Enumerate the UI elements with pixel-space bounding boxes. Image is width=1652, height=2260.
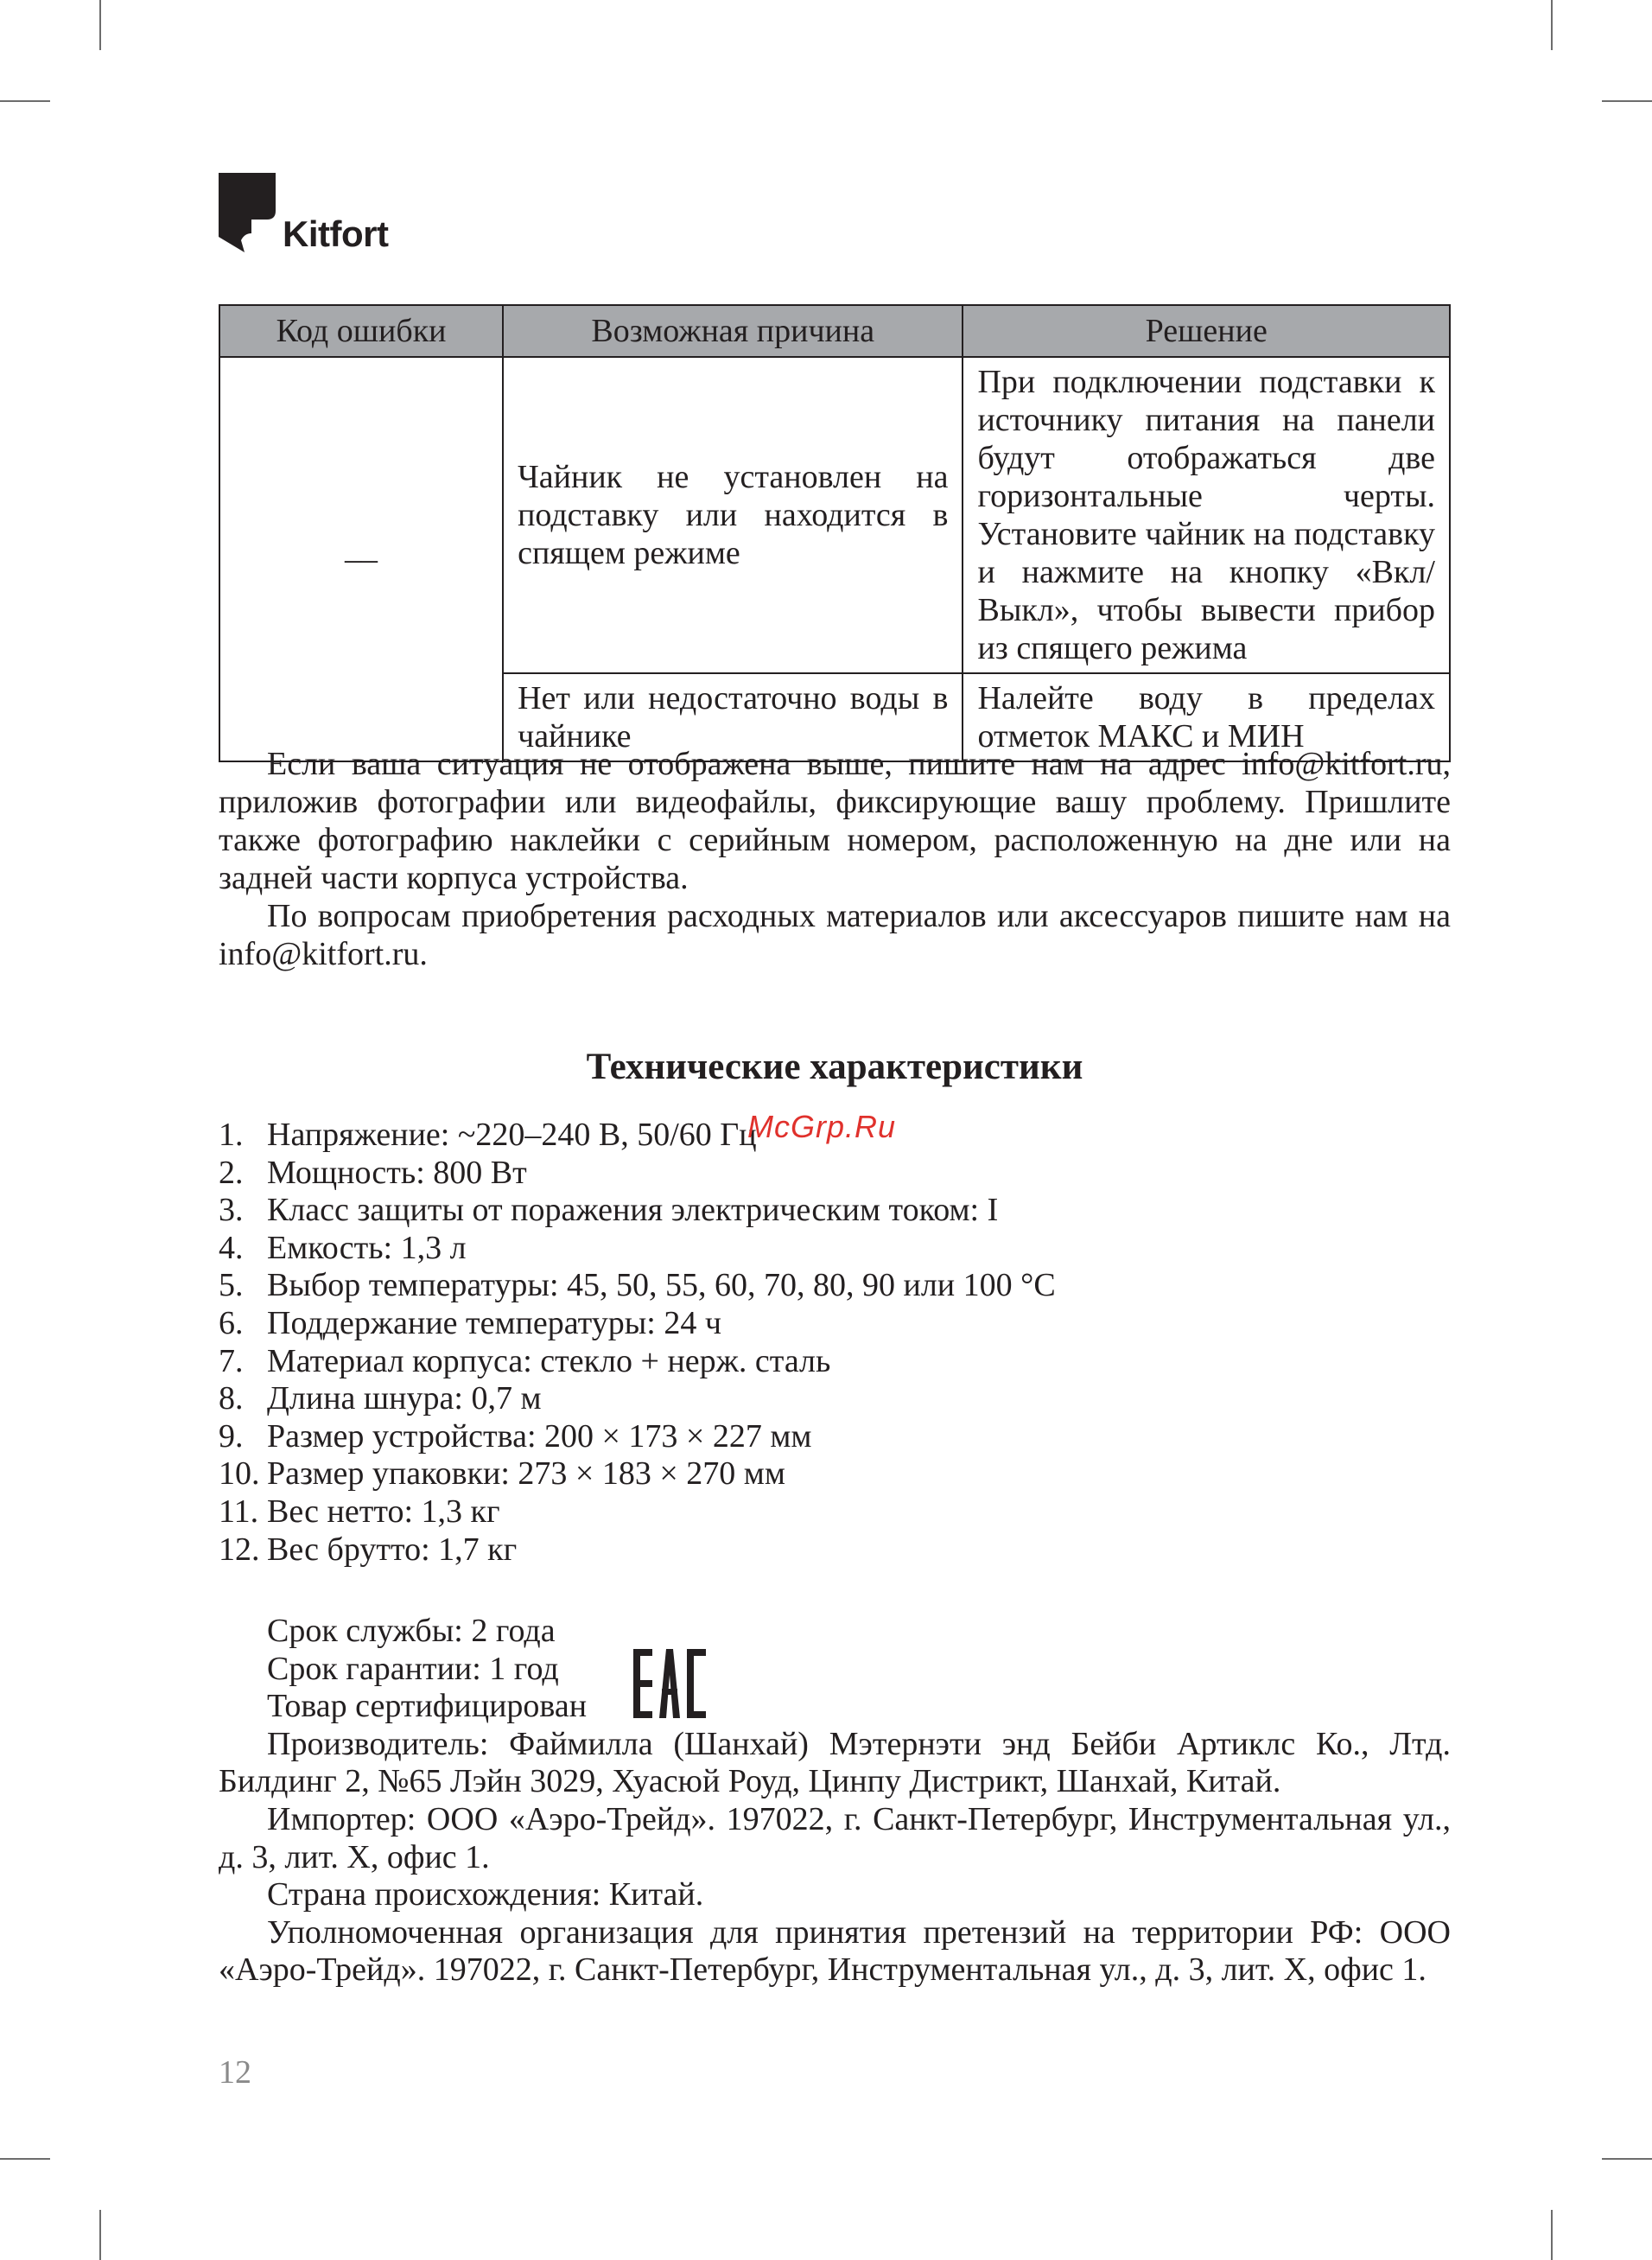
page-number: 12 [219, 2054, 251, 2091]
spec-list [219, 1117, 1451, 1569]
solution-cell: Налейте воду в пределах отметок МАКС и МИН [963, 673, 1450, 761]
importer-info: Импортер: ООО «Аэро-Трейд». 197022, г. Санкт-Петербург, Инструментальная ул., д. 3, лит. Х, офис 1. [219, 1800, 1451, 1875]
list-item: 4. Емкость: 1,3 л [219, 1229, 467, 1266]
country-of-origin: Страна происхождения: Китай. [267, 1876, 704, 1913]
header-solution: Решение [963, 305, 1450, 357]
crop-mark [1602, 100, 1652, 102]
paragraph: По вопросам приобретения расходных материалов или аксессуаров пишите нам на info@kitfort.ru. [219, 898, 1451, 972]
list-item: 1. Напряжение: ~220–240 В, 50/60 Гц [219, 1117, 757, 1153]
service-info [219, 1613, 1451, 1989]
crop-mark [1551, 2210, 1553, 2260]
list-item: 11. Вес нетто: 1,3 кг [219, 1493, 500, 1530]
certification-note: Товар сертифицирован [267, 1688, 588, 1725]
list-item: 7. Материал корпуса: стекло + нерж. сталь [219, 1342, 831, 1379]
paragraph: Если ваша ситуация не отображена выше, пишите нам на адрес info@kitfort.ru, приложив фотографии или видеофайлы, фиксирующие вашу проблему. Пришлите также фотографию наклейки с серийным номером, расположенную на дне или на задней части корпуса устройства. [219, 746, 1451, 896]
brand-logo [219, 173, 388, 254]
warranty-period: Срок гарантии: 1 год [267, 1650, 559, 1687]
list-item: 8. Длина шнура: 0,7 м [219, 1380, 542, 1417]
table-row [219, 357, 1450, 673]
list-item: 6. Поддержание температуры: 24 ч [219, 1304, 721, 1341]
list-item: 12. Вес брутто: 1,7 кг [219, 1531, 518, 1568]
list-item: 9. Размер устройства: 200 × 173 × 227 мм [219, 1417, 812, 1455]
section-title: Технические характеристики [586, 1047, 1083, 1087]
cause-cell: Чайник не установлен на подставку или находится в спящем режиме [503, 357, 963, 673]
header-cause: Возможная причина [503, 305, 963, 357]
brand-name: Kitfort [283, 213, 389, 254]
list-item: 2. Мощность: 800 Вт [219, 1154, 527, 1191]
error-code-cell: –– [219, 357, 503, 761]
cause-cell: Нет или недостаточно воды в чайнике [503, 673, 963, 761]
manufacturer-info: Производитель: Файмилла (Шанхай) Мэтернэти энд Бейби Артиклс Ко., Лтд. Билдинг 2, №65 Лэйн 3029, Хуасюй Роуд, Цинпу Дистрикт, Шанхай, Китай. [219, 1725, 1451, 1800]
crop-mark [0, 100, 50, 102]
list-item: 3. Класс защиты от поражения электрическим током: I [219, 1192, 999, 1229]
crop-mark [1551, 0, 1553, 50]
list-item: 5. Выбор температуры: 45, 50, 55, 60, 70, 80, 90 или 100 °С [219, 1267, 1056, 1304]
service-life: Срок службы: 2 года [267, 1613, 556, 1649]
crop-mark [99, 0, 101, 50]
table-header-row [219, 305, 1450, 357]
solution-cell: При подключении подставки к источнику питания на панели будут отображаться две горизонтальные черты. Установите чайник на подставку и нажмите на кнопку «Вкл/Выкл», чтобы вывести прибор из спящего режима [963, 357, 1450, 673]
contact-text [219, 745, 1451, 973]
list-item: 10. Размер упаковки: 273 × 183 × 270 мм [219, 1455, 785, 1493]
authorized-organization: Уполномоченная организация для принятия претензий на территории РФ: ООО «Аэро-Трейд». 197022, г. Санкт-Петербург, Инструментальная ул., д. 3, лит. Х, офис 1. [219, 1913, 1451, 1989]
crop-mark [99, 2210, 101, 2260]
crop-mark [0, 2158, 50, 2160]
watermark: McGrp.Ru [747, 1109, 897, 1144]
header-error-code: Код ошибки [219, 305, 503, 357]
crop-mark [1602, 2158, 1652, 2160]
eac-mark-icon [633, 1649, 706, 1722]
kitfort-logo-icon [219, 173, 279, 254]
error-table [219, 304, 1451, 762]
